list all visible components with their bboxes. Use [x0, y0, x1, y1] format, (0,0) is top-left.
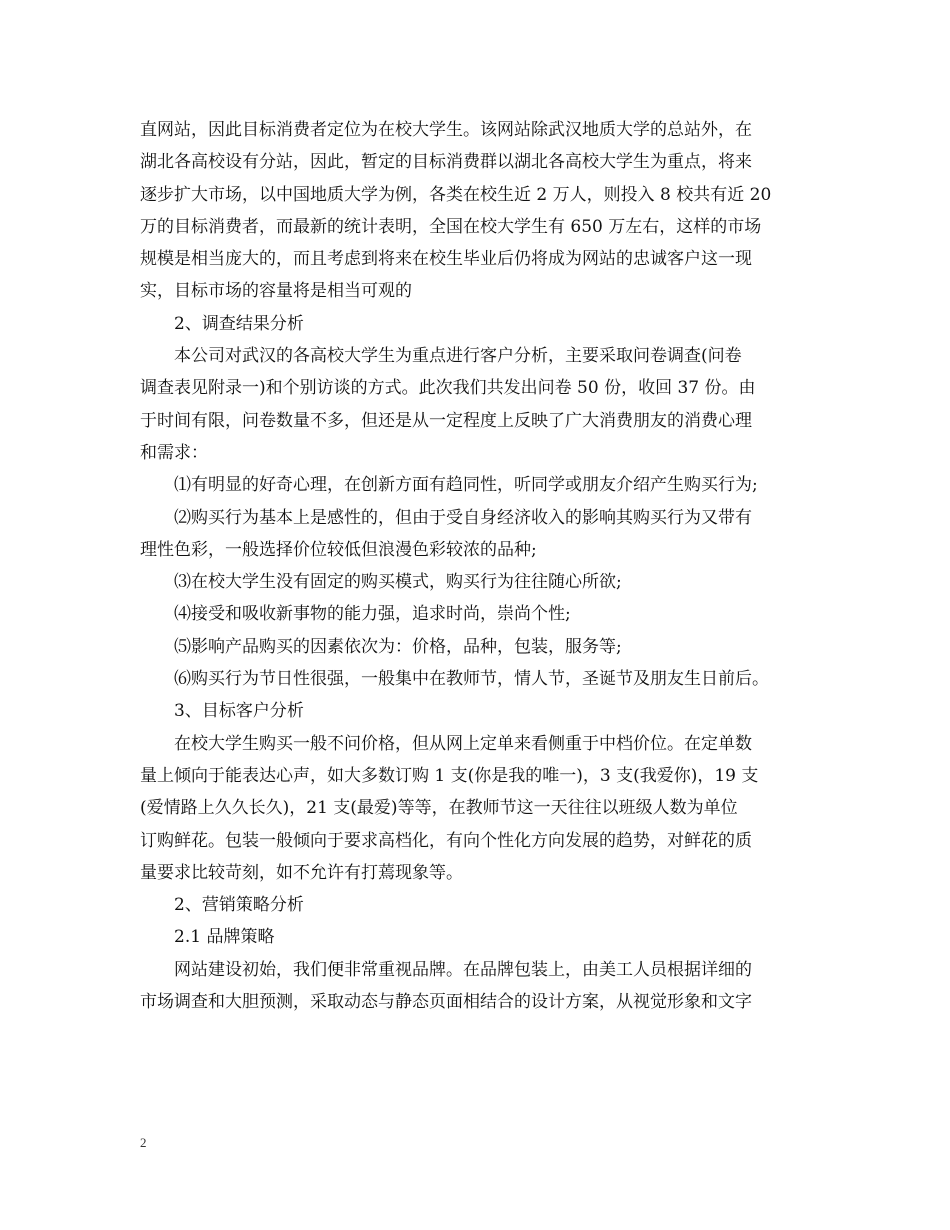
- text-line: 市场调查和大胆预测，采取动态与静态页面相结合的设计方案，从视觉形象和文字: [140, 992, 752, 1013]
- text-line: ⑷接受和吸收新事物的能力强，追求时尚，崇尚个性;: [174, 604, 571, 625]
- text-line: 3、目标客户分析: [174, 701, 304, 722]
- text-line: 湖北各高校设有分站，因此，暂定的目标消费群以湖北各高校大学生为重点，将来: [140, 152, 752, 173]
- text-line: 万的目标消费者，而最新的统计表明，全国在校大学生有 650 万左右，这样的市场: [140, 216, 762, 237]
- text-line: 订购鲜花。包装一般倾向于要求高档化，有向个性化方向发展的趋势，对鲜花的质: [140, 830, 752, 851]
- text-line: ⑹购买行为节日性很强，一般集中在教师节，情人节，圣诞节及朋友生日前后。: [174, 669, 769, 690]
- text-line: ⑸影响产品购买的因素依次为：价格，品种，包装，服务等;: [174, 636, 622, 657]
- text-line: 在校大学生购买一般不问价格，但从网上定单来看侧重于中档价位。在定单数: [174, 733, 752, 754]
- text-line: 本公司对武汉的各高校大学生为重点进行客户分析，主要采取问卷调查(问卷: [174, 346, 742, 367]
- text-line: 2、营销策略分析: [174, 895, 304, 916]
- text-line: 2.1 品牌策略: [174, 927, 275, 948]
- text-line: 网站建设初始，我们便非常重视品牌。在品牌包装上，由美工人员根据详细的: [174, 959, 752, 980]
- text-line: 逐步扩大市场，以中国地质大学为例，各类在校生近 2 万人，则投入 8 校共有近 20: [140, 184, 772, 205]
- text-line: 调查表见附录一)和个别访谈的方式。此次我们共发出问卷 50 份，收回 37 份。由: [140, 378, 756, 399]
- text-line: 直网站，因此目标消费者定位为在校大学生。该网站除武汉地质大学的总站外，在: [140, 120, 752, 140]
- body-text: [140, 114, 818, 1018]
- text-line: 和需求：: [140, 442, 208, 463]
- text-line: 量上倾向于能表达心声，如大多数订购 1 支(你是我的唯一)，3 支(我爱你)，19 支: [140, 765, 759, 786]
- text-line: ⑵购买行为基本上是感性的，但由于受自身经济收入的影响其购买行为又带有: [174, 507, 752, 528]
- text-line: ⑴有明显的好奇心理，在创新方面有趋同性，听同学或朋友介绍产生购买行为;: [174, 475, 758, 496]
- text-line: 实，目标市场的容量将是相当可观的: [140, 281, 412, 302]
- text-line: ⑶在校大学生没有固定的购买模式，购买行为往往随心所欲;: [174, 572, 622, 593]
- text-line: 理性色彩，一般选择价位较低但浪漫色彩较浓的品种;: [140, 539, 537, 560]
- text-line: 量要求比较苛刻，如不允许有打蔫现象等。: [140, 862, 463, 883]
- page-number: 2: [140, 1135, 147, 1150]
- text-line: 规模是相当庞大的，而且考虑到将来在校生毕业后仍将成为网站的忠诚客户这一现: [140, 249, 752, 270]
- text-line: 2、调查结果分析: [174, 313, 304, 334]
- text-line: 于时间有限，问卷数量不多，但还是从一定程度上反映了广大消费朋友的消费心理: [140, 410, 752, 431]
- text-line: (爱情路上久久长久)，21 支(最爱)等等，在教师节这一天往往以班级人数为单位: [140, 798, 738, 819]
